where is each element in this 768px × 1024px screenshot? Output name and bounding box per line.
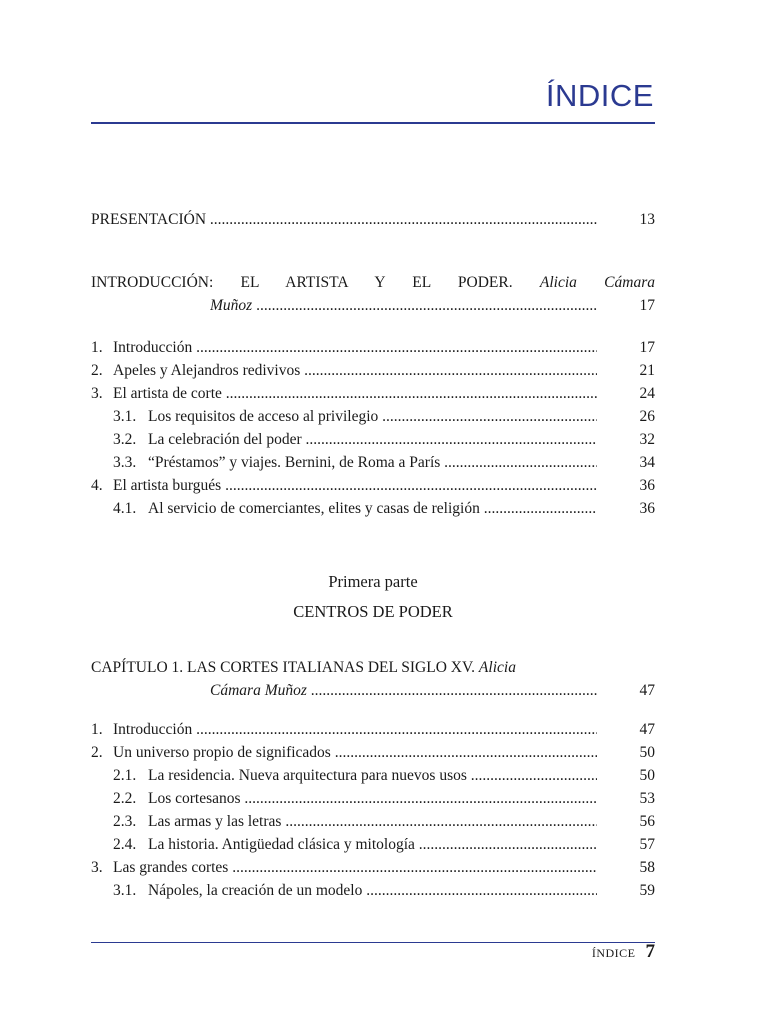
toc-number: 2.1.: [113, 767, 137, 784]
toc-number: 4.1.: [113, 500, 137, 517]
toc-label: Introducción: [113, 339, 193, 356]
toc-page: 56: [639, 813, 655, 830]
header-rule: [91, 122, 655, 124]
toc-page: 13: [639, 211, 655, 228]
toc-number: 1.: [91, 721, 103, 738]
toc-subentry[interactable]: [91, 428, 655, 451]
toc-label: Los requisitos de acceso al privilegio: [148, 408, 379, 425]
toc-label: Al servicio de comerciantes, elites y casas de religión: [148, 500, 480, 517]
toc-label: La historia. Antigüedad clásica y mitología: [148, 836, 415, 853]
toc-page: 59: [639, 882, 655, 899]
footer-rule: [91, 942, 655, 943]
toc-page: 47: [639, 682, 655, 699]
toc-entry[interactable]: [91, 359, 655, 382]
toc-page: 36: [639, 500, 655, 517]
toc-page: 21: [639, 362, 655, 379]
toc-label: Apeles y Alejandros redivivos: [113, 362, 301, 379]
page-number: 7: [645, 941, 655, 962]
toc-chapter-heading-introduccion[interactable]: [91, 271, 655, 294]
toc-chapter-author-line[interactable]: [91, 294, 655, 317]
toc-label: La residencia. Nueva arquitectura para nuevos usos: [148, 767, 467, 784]
toc-entry[interactable]: [91, 718, 655, 741]
toc-entry[interactable]: [91, 741, 655, 764]
toc-subentry[interactable]: [91, 764, 655, 787]
toc-number: 3.2.: [113, 431, 137, 448]
toc-number: 3.1.: [113, 408, 137, 425]
page-footer: [592, 941, 655, 963]
toc-page: 58: [639, 859, 655, 876]
toc-label: El artista de corte: [113, 385, 222, 402]
toc-subentry[interactable]: [91, 787, 655, 810]
toc-label: Las armas y las letras: [148, 813, 282, 830]
toc-page: 32: [639, 431, 655, 448]
toc-label: PRESENTACIÓN: [91, 211, 207, 228]
chapter-title: CAPÍTULO 1. LAS CORTES ITALIANAS DEL SIGLO XV.: [91, 659, 479, 676]
toc-entry-presentacion[interactable]: [91, 208, 655, 231]
toc-subentry[interactable]: [91, 405, 655, 428]
toc-chapter-heading-capitulo1[interactable]: [91, 656, 655, 679]
toc-label: Introducción: [113, 721, 193, 738]
chapter-title: INTRODUCCIÓN: EL ARTISTA Y EL PODER.: [91, 274, 540, 291]
toc-page: 17: [639, 339, 655, 356]
toc-subentry[interactable]: [91, 879, 655, 902]
part-label: Primera parte: [328, 572, 418, 591]
toc-page: 36: [639, 477, 655, 494]
toc-label: Un universo propio de significados: [113, 744, 331, 761]
toc-number: 2.4.: [113, 836, 137, 853]
toc-number: 1.: [91, 339, 103, 356]
toc-page: 50: [639, 744, 655, 761]
toc-label: Nápoles, la creación de un modelo: [148, 882, 363, 899]
toc-page: 57: [639, 836, 655, 853]
part-title: CENTROS DE PODER: [293, 602, 453, 621]
toc-label: “Préstamos” y viajes. Bernini, de Roma a París: [148, 454, 441, 471]
toc-page: 53: [639, 790, 655, 807]
toc-entry[interactable]: [91, 474, 655, 497]
toc-entry[interactable]: [91, 856, 655, 879]
toc-number: 2.: [91, 362, 103, 379]
toc-subentry[interactable]: [91, 810, 655, 833]
toc-number: 2.3.: [113, 813, 137, 830]
toc-entry[interactable]: [91, 382, 655, 405]
toc-chapter-author-line[interactable]: [91, 679, 655, 702]
toc-number: 3.: [91, 385, 103, 402]
chapter-author: Cámara Muñoz: [210, 682, 307, 699]
toc-subentry[interactable]: [91, 497, 655, 520]
toc-subentry[interactable]: [91, 451, 655, 474]
toc-number: 2.: [91, 744, 103, 761]
toc-number: 3.: [91, 859, 103, 876]
footer-label: ÍNDICE: [591, 946, 636, 960]
toc-number: 2.2.: [113, 790, 137, 807]
toc-number: 3.1.: [113, 882, 137, 899]
toc-label: Los cortesanos: [148, 790, 241, 807]
toc-subentry[interactable]: [91, 833, 655, 856]
toc-label: La celebración del poder: [148, 431, 302, 448]
toc-number: 3.3.: [113, 454, 137, 471]
toc-number: 4.: [91, 477, 103, 494]
toc-page: 50: [639, 767, 655, 784]
toc-page: 34: [639, 454, 655, 471]
chapter-author: Alicia: [478, 659, 516, 676]
toc-page: 26: [639, 408, 655, 425]
page-title: ÍNDICE: [545, 78, 654, 113]
toc-page: 47: [639, 721, 655, 738]
toc-page: 24: [639, 385, 655, 402]
chapter-author: Alicia Cámara: [539, 274, 655, 291]
chapter-author: Muñoz: [210, 297, 253, 314]
toc-page: 17: [639, 297, 655, 314]
toc-label: Las grandes cortes: [113, 859, 229, 876]
toc-label: El artista burgués: [113, 477, 222, 494]
toc-entry[interactable]: [91, 336, 655, 359]
